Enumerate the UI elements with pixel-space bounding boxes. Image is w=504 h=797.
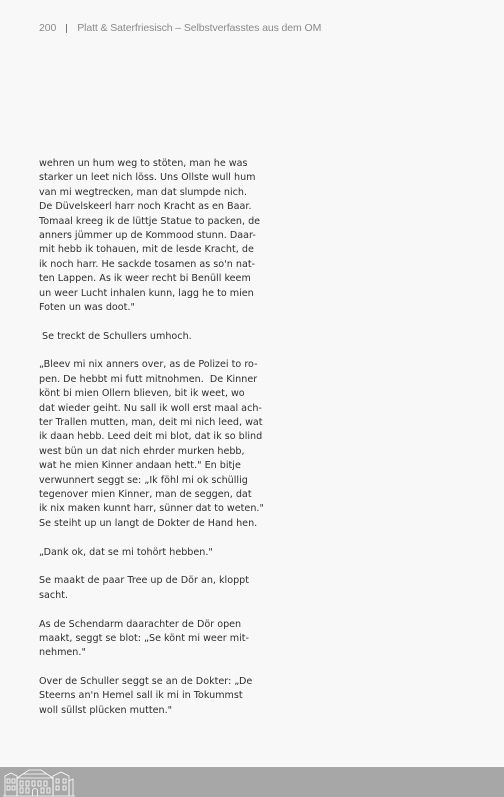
text-line: ter Trallen mutten, man, deit mi nich leed, wat <box>39 417 263 429</box>
text-line: dat wieder geiht. Nu sall ik woll erst maal ach- <box>39 402 262 414</box>
text-line: un weer Lucht inhalen kunn, lagg he to mien <box>39 287 254 299</box>
text-line: As de Schendarm daarachter de Dör open <box>39 618 242 630</box>
text-line: ten Lappen. As ik weer recht bi Benüll keem <box>39 273 251 285</box>
text-line: ik noch harr. He sackde tosamen as so'n nat- <box>39 258 256 270</box>
text-line: nehmen." <box>39 647 86 659</box>
body-text <box>39 157 264 733</box>
text-line: könt bi mien Ollern blieven, bit ik weet, wo <box>39 388 245 400</box>
paragraph <box>39 618 249 661</box>
text-line: anners jümmer up de Kommood stunn. Daar- <box>39 229 256 241</box>
header-separator <box>66 24 67 33</box>
text-line: „Bleev mi nix anners over, as de Polizei to ro- <box>39 359 258 371</box>
running-header <box>39 22 321 34</box>
text-line: starker un leet nich löss. Uns Ollste wull hum <box>39 172 256 184</box>
text-line: Se maakt de paar Tree up de Dör an, kloppt <box>39 575 250 587</box>
text-line: Se treckt de Schullers umhoch. <box>39 330 192 342</box>
running-title: Platt & Saterfriesisch – Selbstverfasstes aus dem OM <box>77 22 322 34</box>
paragraph <box>39 330 249 344</box>
footer-band <box>0 767 504 797</box>
text-line: pen. De hebbt mi futt mitnohmen. De Kinner <box>39 373 258 385</box>
text-line: Steerns an'n Hemel sall ik mi in Tokummst <box>39 690 243 702</box>
text-line: Tomaal kreeg ik de lüttje Statue to packen, de <box>39 215 261 227</box>
paragraph <box>39 574 249 603</box>
text-line: De Düvelskeerl harr noch Kracht as en Baar. <box>39 201 252 213</box>
text-line: maakt, seggt se blot: „Se könt mi weer mit- <box>39 632 249 644</box>
text-line: wat he mien Kinner andaan hett." En bitje <box>39 460 241 472</box>
text-line: wehren un hum weg to stöten, man he was <box>39 158 248 169</box>
page-number: 200 <box>39 22 57 34</box>
paragraph <box>39 358 264 531</box>
text-line: Se steiht up un langt de Dokter de Hand hen. <box>39 517 258 529</box>
text-line: Foten un was doot." <box>39 301 135 313</box>
text-line: tegenover mien Kinner, man de seggen, dat <box>39 488 252 500</box>
building-facade-icon <box>3 767 75 797</box>
text-line: „Dank ok, dat se mi tohört hebben." <box>39 546 213 558</box>
text-line: mit hebb ik tohauen, mit de lesde Kracht, de <box>39 244 254 256</box>
paragraph <box>39 675 253 718</box>
text-line: Over de Schuller seggt se an de Dokter: „De <box>39 676 253 688</box>
text-line: west bün un dat nich ehrder murken hebb, <box>39 445 245 457</box>
paragraph <box>39 546 249 560</box>
text-line: ik nix maken kunnt harr, sünner dat to weten." <box>39 503 264 515</box>
paragraph <box>39 157 261 315</box>
text-line: van mi wegtrecken, man dat slumpde nich. <box>39 186 248 198</box>
text-line: woll süllst plücken mutten." <box>39 704 173 716</box>
text-line: verwunnert seggt se: „Ik föhl mi ok schüllig <box>39 474 248 486</box>
text-line: ik daan hebb. Leed deit mi blot, dat ik so blind <box>39 431 263 443</box>
text-line: sacht. <box>39 589 69 601</box>
